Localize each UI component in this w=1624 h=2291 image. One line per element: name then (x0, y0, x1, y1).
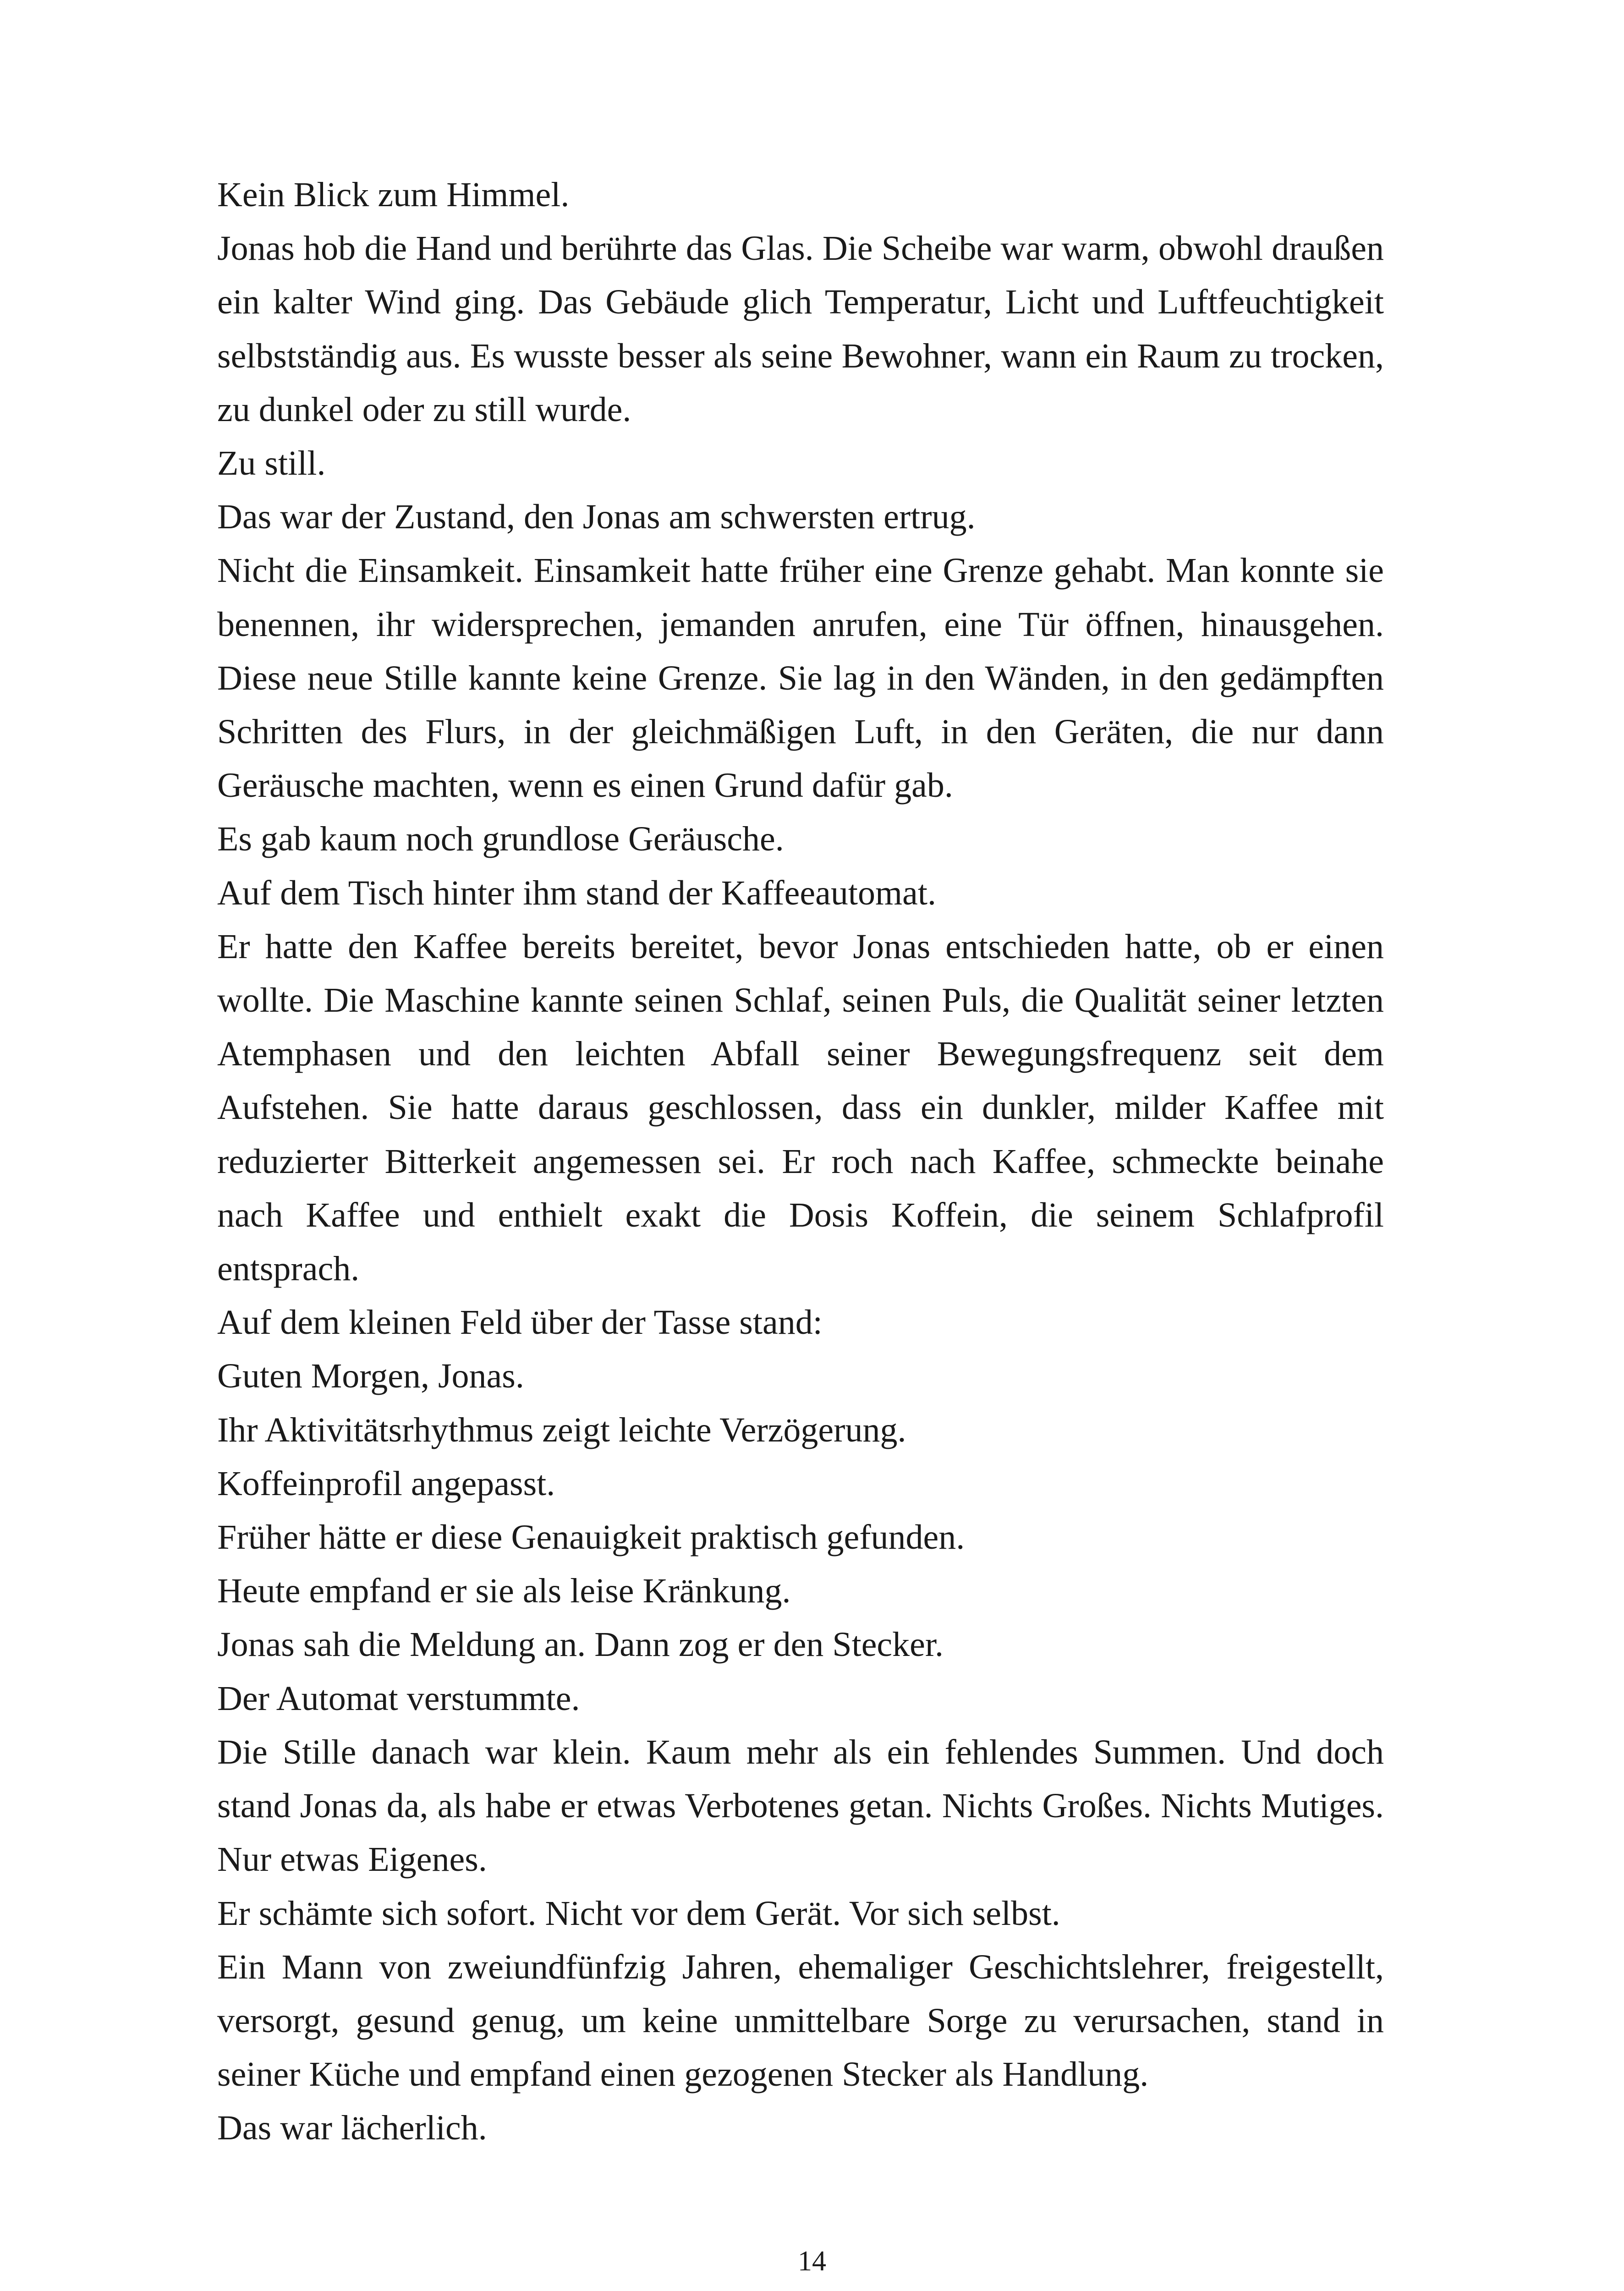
paragraph: Der Automat verstummte. (217, 1679, 580, 1718)
paragraph: Früher hätte er diese Genauigkeit praktisch gefunden. (217, 1518, 965, 1557)
paragraph: Ein Mann von zweiundfünfzig Jahren, ehemaliger Geschichtslehrer, freigestellt, versorgt, gesund genug, um keine unmittelbare Sorge zu verursachen, stand in seiner Küche und empfand einen gezogenen Stecker als Handlung. (217, 1947, 1384, 2094)
paragraph: Die Stille danach war klein. Kaum mehr als ein fehlendes Summen. Und doch stand Jonas da, als habe er etwas Verbotenes getan. Nichts Großes. Nichts Mutiges. Nur etwas Eigenes. (217, 1732, 1384, 1879)
paragraph: Koffeinprofil angepasst. (217, 1464, 555, 1503)
paragraph: Das war der Zustand, den Jonas am schwersten ertrug. (217, 498, 976, 537)
paragraph: Auf dem Tisch hinter ihm stand der Kaffeeautomat. (217, 873, 936, 912)
body-text (217, 168, 1384, 2155)
paragraph: Jonas hob die Hand und berührte das Glas. Die Scheibe war warm, obwohl draußen ein kalter Wind ging. Das Gebäude glich Temperatur, Licht und Luftfeuchtigkeit selbstständig aus. Es wusste besser als seine Bewohner, wann ein Raum zu trocken, zu dunkel oder zu still wurde. (217, 229, 1384, 429)
page-number: 14 (798, 2246, 826, 2277)
paragraph: Er hatte den Kaffee bereits bereitet, bevor Jonas entschieden hatte, ob er einen wollte. Die Maschine kannte seinen Schlaf, seinen Puls, die Qualität seiner letzten Atemphasen und den leichten Abfall seiner Bewegungsfrequenz seit dem Aufstehen. Sie hatte daraus geschlossen, dass ein dunkler, milder Kaffee mit reduzierter Bitterkeit angemessen sei. Er roch nach Kaffee, schmeckte beinahe nach Kaffee und enthielt exakt die Dosis Koffein, die seinem Schlafprofil entsprach. (217, 927, 1384, 1288)
paragraph: Zu still. (217, 444, 326, 483)
paragraph: Nicht die Einsamkeit. Einsamkeit hatte früher eine Grenze gehabt. Man konnte sie benennen, ihr widersprechen, jemanden anrufen, eine Tür öffnen, hinausgehen. Diese neue Stille kannte keine Grenze. Sie lag in den Wänden, in den gedämpften Schritten des Flurs, in der gleichmäßigen Luft, in den Geräten, die nur dann Geräusche machten, wenn es einen Grund dafür gab. (217, 551, 1384, 805)
paragraph: Auf dem kleinen Feld über der Tasse stand: (217, 1303, 823, 1342)
paragraph: Das war lächerlich. (217, 2109, 487, 2148)
paragraph: Jonas sah die Meldung an. Dann zog er den Stecker. (217, 1625, 944, 1664)
paragraph: Heute empfand er sie als leise Kränkung. (217, 1572, 791, 1611)
paragraph: Es gab kaum noch grundlose Geräusche. (217, 820, 784, 859)
paragraph: Er schämte sich sofort. Nicht vor dem Gerät. Vor sich selbst. (217, 1894, 1060, 1933)
paragraph: Guten Morgen, Jonas. (217, 1357, 524, 1396)
paragraph: Ihr Aktivitätsrhythmus zeigt leichte Verzögerung. (217, 1410, 906, 1449)
paragraph: Kein Blick zum Himmel. (217, 175, 570, 214)
